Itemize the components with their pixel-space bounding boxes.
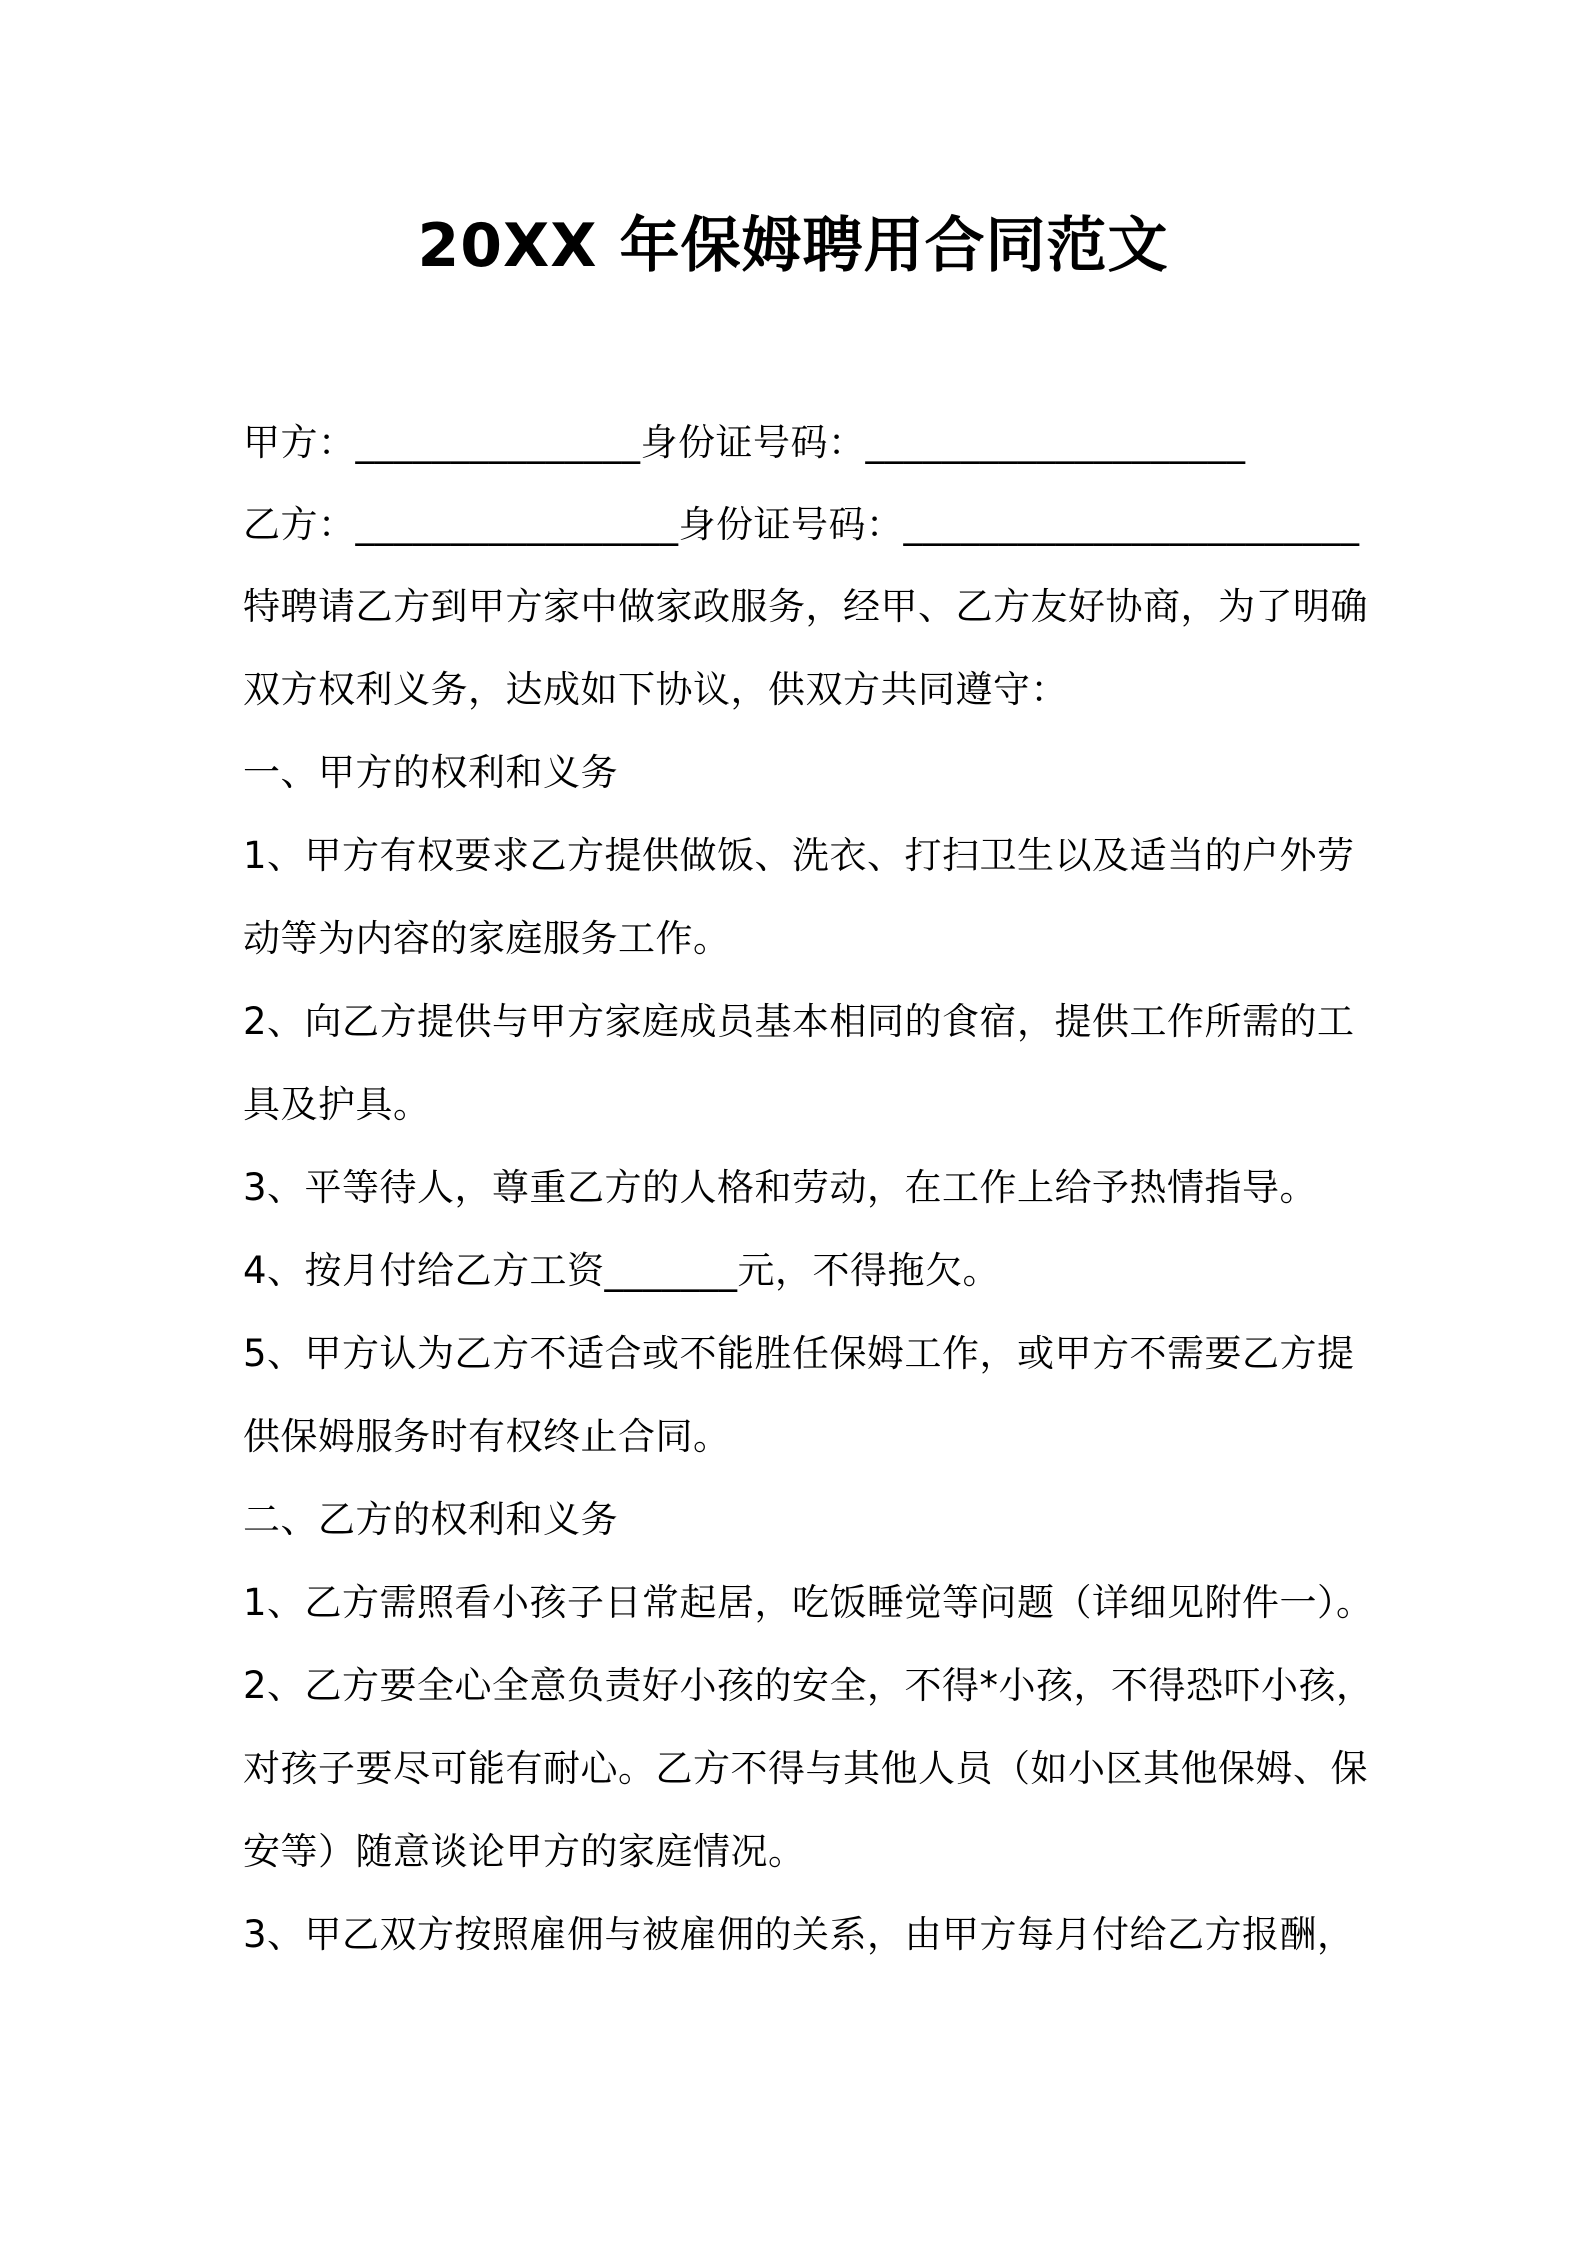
clause-line: 4、按月付给乙方工资_______元，不得拖欠。 (243, 1249, 1001, 1292)
clause-line: 1、乙方需照看小孩子日常起居，吃饭睡觉等问题（详细见附件一）。 (243, 1581, 1374, 1624)
clause-line: 2、向乙方提供与甲方家庭成员基本相同的食宿，提供工作所需的工 (243, 1000, 1355, 1043)
party-a-line: 甲方：_______________身份证号码：____________________ (243, 421, 1246, 464)
clause-line: 1、甲方有权要求乙方提供做饭、洗衣、打扫卫生以及适当的户外劳 (243, 834, 1355, 877)
preamble-line: 特聘请乙方到甲方家中做家政服务，经甲、乙方友好协商，为了明确 (243, 585, 1368, 628)
section-heading: 二、乙方的权利和义务 (243, 1498, 618, 1541)
clause-line: 5、甲方认为乙方不适合或不能胜任保姆工作，或甲方不需要乙方提 (243, 1332, 1355, 1375)
party-b-line: 乙方：_________________身份证号码：________________________ (243, 503, 1360, 546)
clause-line: 3、平等待人，尊重乙方的人格和劳动，在工作上给予热情指导。 (243, 1166, 1318, 1209)
preamble-line: 双方权利义务，达成如下协议，供双方共同遵守： (243, 668, 1068, 711)
clause-line: 2、乙方要全心全意负责好小孩的安全，不得*小孩，不得恐吓小孩， (243, 1664, 1374, 1707)
section-heading: 一、甲方的权利和义务 (243, 751, 618, 794)
clause-line: 供保姆服务时有权终止合同。 (243, 1415, 731, 1458)
clause-line: 对孩子要尽可能有耐心。乙方不得与其他人员（如小区其他保姆、保 (243, 1747, 1368, 1790)
clause-line: 具及护具。 (243, 1083, 431, 1126)
clause-line: 3、甲乙双方按照雇佣与被雇佣的关系，由甲方每月付给乙方报酬， (243, 1913, 1355, 1956)
clause-line: 安等）随意谈论甲方的家庭情况。 (243, 1830, 806, 1873)
clause-line: 动等为内容的家庭服务工作。 (243, 917, 731, 960)
document-title: 20XX 年保姆聘用合同范文 (417, 211, 1169, 281)
